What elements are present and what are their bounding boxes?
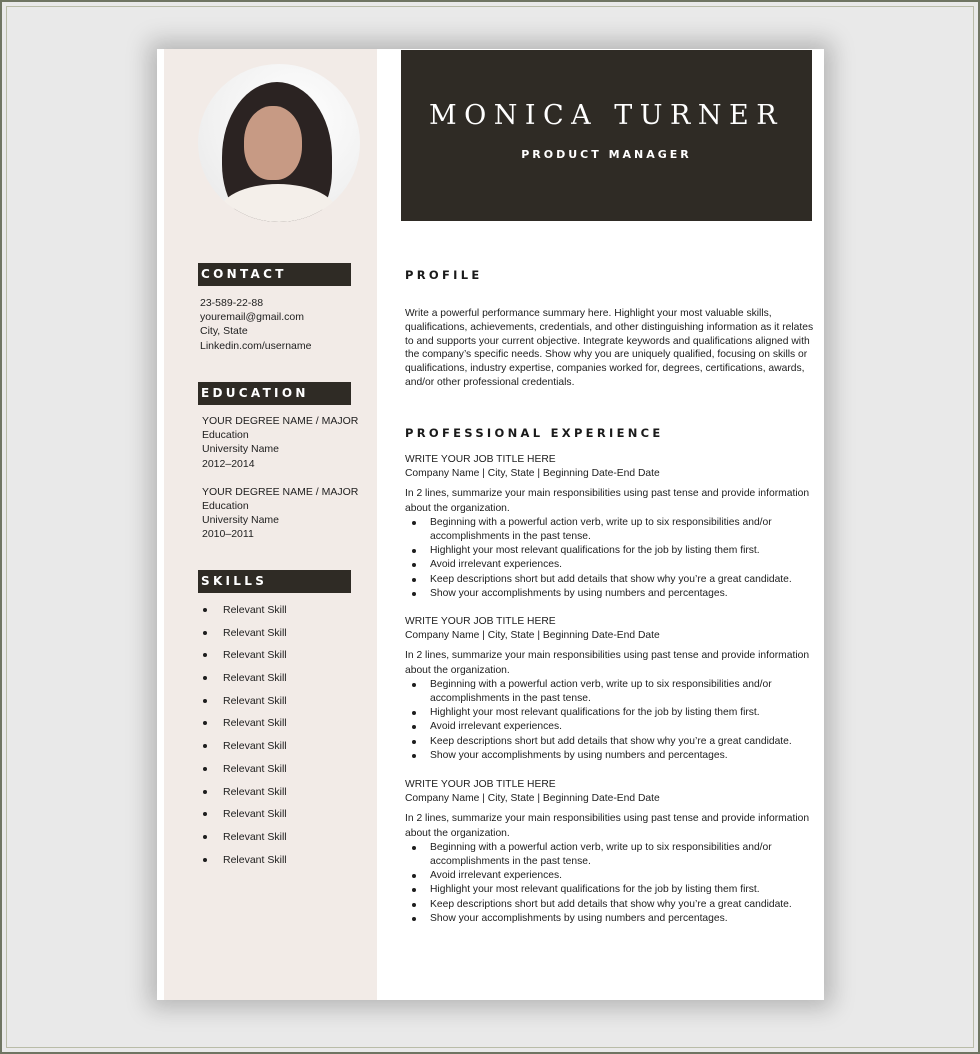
skill-item [200, 806, 287, 829]
job-bullet: Show your accomplishments by using numbers and percentages. [405, 749, 817, 763]
job-title-line: WRITE YOUR JOB TITLE HERE [405, 454, 556, 465]
skill-label: Relevant Skill [223, 785, 287, 798]
field: Education [202, 429, 249, 442]
bullet-icon [203, 676, 207, 680]
job-bullet: Avoid irrelevant experiences. [405, 720, 817, 734]
skill-label: Relevant Skill [223, 853, 287, 866]
bullet-icon [412, 846, 416, 850]
skill-label: Relevant Skill [223, 762, 287, 775]
skill-label: Relevant Skill [223, 830, 287, 843]
company-line: Company Name | City, State | Beginning Date-End Date [405, 468, 660, 480]
job-bullet: Beginning with a powerful action verb, write up to six responsibilities and/or accomplishments in the past tense. [405, 841, 817, 869]
job-summary: In 2 lines, summarize your main responsibilities using past tense and provide information about the organization. [405, 488, 810, 514]
skill-item [200, 784, 287, 807]
job-bullets [405, 516, 817, 601]
skill-label: Relevant Skill [223, 672, 287, 685]
degree: YOUR DEGREE NAME / MAJOR [202, 485, 359, 498]
bullet-icon [203, 699, 207, 703]
education-list [202, 414, 358, 556]
job-bullet: Beginning with a powerful action verb, write up to six responsibilities and/or accomplishments in the past tense. [405, 678, 817, 706]
bullet-icon [412, 521, 416, 525]
bullet-icon [203, 721, 207, 725]
job-bullet: Highlight your most relevant qualifications for the job by listing them first. [405, 883, 817, 897]
skill-label: Relevant Skill [223, 808, 287, 821]
skill-item [200, 715, 287, 738]
contact-email: youremail@gmail.com [200, 311, 305, 324]
bullet-icon [412, 740, 416, 744]
bullet-icon [203, 631, 207, 635]
skill-item [200, 602, 287, 625]
education-entry [202, 485, 358, 542]
sidebar [164, 49, 377, 1000]
job-summary: In 2 lines, summarize your main responsibilities using past tense and provide information about the organization. [405, 813, 810, 839]
bullet-icon [412, 711, 416, 715]
job-bullet: Highlight your most relevant qualifications for the job by listing them first. [405, 544, 817, 558]
contact-linkedin: Linkedin.com/username [200, 339, 312, 352]
job-bullet: Avoid irrelevant experiences. [405, 558, 817, 572]
skill-item [200, 693, 287, 716]
education-heading: EDUCATION [198, 382, 351, 405]
contact-location: City, State [200, 325, 248, 338]
job-bullet: Keep descriptions short but add details that show why you’re a great candidate. [405, 735, 817, 749]
years: 2010–2011 [202, 528, 254, 541]
skill-label: Relevant Skill [223, 740, 287, 753]
field: Education [202, 500, 249, 513]
bullet-icon [412, 592, 416, 596]
experience-heading: PROFESSIONAL EXPERIENCE [405, 426, 664, 440]
skill-item [200, 738, 287, 761]
skills-list [200, 602, 287, 874]
bullet-icon [412, 903, 416, 907]
bullet-icon [203, 608, 207, 612]
bullet-icon [412, 754, 416, 758]
job-bullet: Highlight your most relevant qualifications for the job by listing them first. [405, 706, 817, 720]
job-bullet: Show your accomplishments by using numbers and percentages. [405, 587, 817, 601]
company-line: Company Name | City, State | Beginning Date-End Date [405, 793, 660, 805]
bullet-icon [203, 858, 207, 862]
name-header [401, 50, 812, 221]
skill-label: Relevant Skill [223, 626, 287, 639]
job-bullet: Show your accomplishments by using numbers and percentages. [405, 912, 817, 926]
bullet-icon [412, 917, 416, 921]
contact-phone: 23-589-22-88 [200, 297, 264, 309]
portrait-photo [198, 64, 360, 222]
school: University Name [202, 443, 280, 456]
education-entry [202, 414, 358, 471]
skill-item [200, 761, 287, 784]
profile-heading: PROFILE [405, 268, 483, 282]
bullet-icon [412, 549, 416, 553]
skill-item [200, 647, 287, 670]
contact-info [200, 296, 311, 353]
job-title-line: WRITE YOUR JOB TITLE HERE [405, 779, 556, 790]
bullet-icon [203, 744, 207, 748]
bullet-icon [203, 790, 207, 794]
bullet-icon [203, 835, 207, 839]
bullet-icon [412, 563, 416, 567]
contact-heading: CONTACT [198, 263, 351, 286]
skill-item [200, 829, 287, 852]
school: University Name [202, 514, 280, 527]
resume-page [157, 49, 824, 1000]
skill-item [200, 852, 287, 875]
skill-label: Relevant Skill [223, 604, 287, 616]
profile-summary: Write a powerful performance summary here. Highlight your most valuable skills, qualifications, achievements, credentials, and other distinguishing information as it relates to and supports your current objective. Integrate keywords and qualifications aligned with the company’s specific needs. Show why you are uniquely qualified, focusing on skills or qualifications, industry expertise, companies worked for, degrees, certifications, awards, and/or other professional credentials. [405, 308, 814, 388]
experience-entry [405, 778, 817, 926]
job-bullets [405, 678, 817, 763]
job-summary: In 2 lines, summarize your main responsibilities using past tense and provide information about the organization. [405, 650, 810, 676]
job-bullet: Beginning with a powerful action verb, write up to six responsibilities and/or accomplishments in the past tense. [405, 516, 817, 544]
skills-heading: SKILLS [198, 570, 351, 593]
experience-entry [405, 453, 817, 601]
years: 2012–2014 [202, 457, 255, 470]
bullet-icon [412, 578, 416, 582]
bullet-icon [412, 888, 416, 892]
bullet-icon [203, 653, 207, 657]
degree: YOUR DEGREE NAME / MAJOR [202, 415, 359, 427]
bullet-icon [203, 812, 207, 816]
job-bullets [405, 841, 817, 926]
person-name: MONICA TURNER [428, 100, 785, 131]
photo-face [244, 106, 302, 180]
job-bullet: Avoid irrelevant experiences. [405, 869, 817, 883]
skill-label: Relevant Skill [223, 717, 287, 730]
bullet-icon [412, 725, 416, 729]
job-title-line: WRITE YOUR JOB TITLE HERE [405, 616, 556, 627]
bullet-icon [203, 767, 207, 771]
job-title: PRODUCT MANAGER [521, 148, 692, 161]
job-bullet: Keep descriptions short but add details that show why you’re a great candidate. [405, 898, 817, 912]
skill-label: Relevant Skill [223, 694, 287, 707]
skill-item [200, 625, 287, 648]
bullet-icon [412, 874, 416, 878]
experience-entry [405, 615, 817, 763]
skill-item [200, 670, 287, 693]
bullet-icon [412, 683, 416, 687]
company-line: Company Name | City, State | Beginning Date-End Date [405, 630, 660, 642]
skill-label: Relevant Skill [223, 649, 287, 662]
job-bullet: Keep descriptions short but add details that show why you’re a great candidate. [405, 573, 817, 587]
